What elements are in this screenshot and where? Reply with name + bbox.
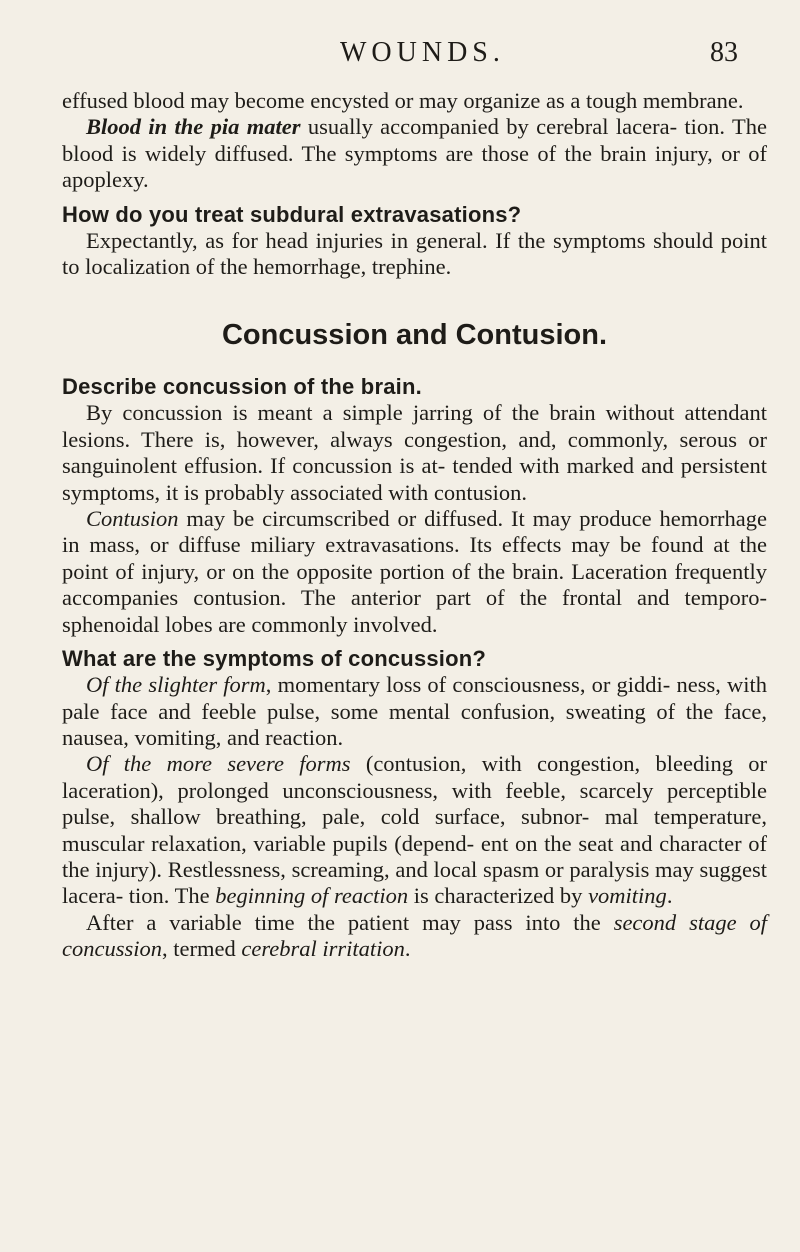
second-stage-mid: , termed	[162, 936, 242, 962]
section-heading: Concussion and Contusion.	[221, 319, 608, 352]
pia-mater-lead: Blood in the pia mater	[86, 114, 301, 140]
answer-subdural: Expectantly, as for head injuries in general. If the symptoms should point to localization of the hemorrhage, trephine.	[62, 227, 767, 280]
cerebral-irritation-term: cerebral irritation	[241, 936, 405, 962]
paragraph-pia-mater	[62, 114, 767, 193]
page-number: 83	[710, 37, 738, 68]
severe-forms-end: .	[666, 883, 673, 909]
severe-forms-mid: is characterized by	[408, 883, 589, 909]
second-stage-term: second stage of concussion	[62, 909, 767, 962]
pia-mater-text: usually accompanied by cerebral lacera- tion. The blood is widely diffused. The symptoms are those of the brain injury, or of apoplexy.	[62, 114, 767, 193]
question-concussion: Describe concussion of the brain.	[62, 374, 422, 400]
paragraph-second-stage	[62, 910, 767, 963]
running-head	[62, 37, 762, 77]
contusion-text: may be circumscribed or diffused. It may produce hemorrhage in mass, or diffuse miliary extravasations. Its effects may be found at the point of injury, or on the opposite portion of the brain. Laceration frequently accompanies contusion. The anterior part of the frontal and temporo-sphenoidal lobes are commonly involved.	[62, 506, 767, 637]
paragraph-severe-forms	[62, 751, 767, 909]
vomiting-term: vomiting	[588, 883, 667, 909]
severe-forms-lead: Of the more severe forms	[86, 751, 351, 777]
second-stage-lead: After a variable time the patient may pass into the	[86, 909, 614, 935]
question-subdural: How do you treat subdural extravasations?	[62, 201, 522, 227]
running-title: WOUNDS.	[340, 37, 505, 68]
contusion-lead: Contusion	[86, 506, 179, 532]
answer-concussion: By concussion is meant a simple jarring of the brain without attendant lesions. There is, however, always congestion, and, commonly, serous or sanguinolent effusion. If concussion is at- tended with marked and persistent symptoms, it is probably associated with contusion.	[62, 400, 767, 505]
paragraph-slighter-form	[62, 672, 767, 751]
severe-forms-text: (contusion, with congestion, bleeding or laceration), prolonged unconsciousness, with feeble, scarcely perceptible pulse, shallow breathing, pale, cold surface, subnor- mal temperature, muscular relaxation, variable pupils (depend- ent on the seat and character of the injury). Restlessness, screaming, and local spasm or paralysis may suggest lacera- tion. The	[62, 751, 767, 909]
question-symptoms: What are the symptoms of concussion?	[62, 646, 487, 672]
slighter-form-text: , momentary loss of consciousness, or giddi- ness, with pale face and feeble pulse, some mental confusion, sweating of the face, nausea, vomiting, and reaction.	[62, 672, 768, 750]
body-text	[62, 88, 767, 963]
paragraph-effused-blood: effused blood may become encysted or may organize as a tough membrane.	[62, 88, 744, 113]
paragraph-contusion	[62, 506, 767, 638]
second-stage-end: .	[404, 936, 411, 962]
slighter-form-lead: Of the slighter form	[86, 672, 266, 698]
beginning-of-reaction: beginning of reaction	[215, 883, 409, 909]
